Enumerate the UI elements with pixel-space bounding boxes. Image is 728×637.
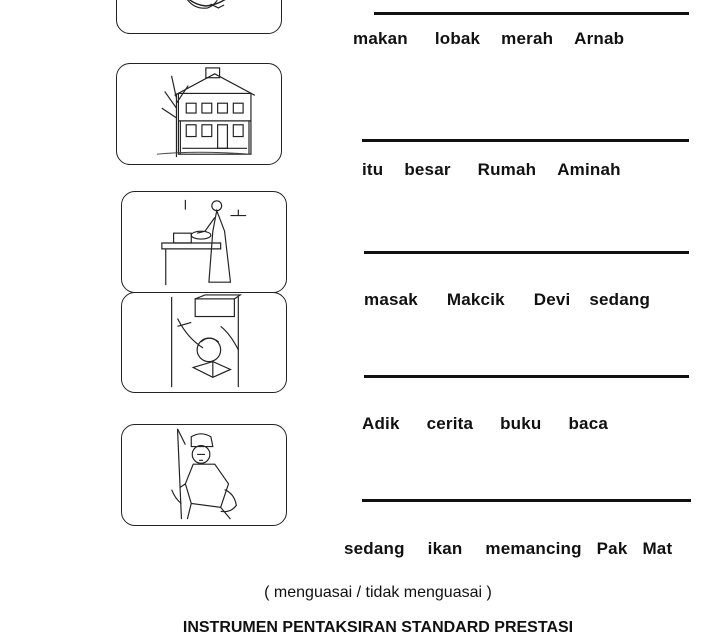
- cooking-woman-icon: [122, 192, 286, 292]
- word-card: Adik: [362, 414, 400, 433]
- answer-line-4[interactable]: [364, 375, 689, 378]
- word-card: Arnab: [574, 29, 625, 48]
- fishing-man-icon: [122, 425, 286, 525]
- word-card: sedang: [589, 290, 651, 309]
- rabbit-icon: [117, 0, 281, 33]
- word-card: Aminah: [557, 160, 621, 179]
- word-set-5: [344, 539, 672, 559]
- word-card: ikan: [427, 539, 463, 558]
- word-set-3: [364, 290, 650, 310]
- word-card: masak: [364, 290, 418, 309]
- reading-child-icon: [122, 293, 286, 392]
- word-card: buku: [500, 414, 542, 433]
- section-heading: INSTRUMEN PENTAKSIRAN STANDARD PRESTASI: [182, 619, 574, 636]
- word-card: sedang: [344, 539, 405, 558]
- answer-line-5[interactable]: [362, 499, 691, 502]
- word-card: besar: [404, 160, 451, 179]
- answer-line-1[interactable]: [374, 12, 689, 15]
- word-card: Makcik: [446, 290, 505, 309]
- word-card: merah: [501, 29, 554, 48]
- word-card: memancing: [485, 539, 582, 558]
- house-icon: [117, 64, 281, 164]
- answer-line-3[interactable]: [364, 251, 689, 254]
- assessment-note: ( menguasai / tidak menguasai ): [264, 584, 492, 601]
- word-card: Devi: [533, 290, 571, 309]
- word-card: Mat: [642, 539, 673, 558]
- word-card: Pak: [596, 539, 628, 558]
- picture-frame-3: [121, 191, 287, 293]
- word-card: Rumah: [477, 160, 537, 179]
- picture-frame-2: [116, 63, 282, 165]
- answer-line-2[interactable]: [362, 139, 689, 142]
- picture-frame-1: [116, 0, 282, 34]
- word-card: makan: [353, 29, 408, 48]
- word-card: cerita: [426, 414, 474, 433]
- word-set-1: [353, 29, 624, 49]
- word-set-2: [362, 160, 621, 180]
- word-card: baca: [568, 414, 609, 433]
- word-card: lobak: [434, 29, 481, 48]
- picture-frame-4: [121, 292, 287, 393]
- picture-frame-5: [121, 424, 287, 526]
- word-set-4: [362, 414, 608, 434]
- word-card: itu: [362, 160, 384, 179]
